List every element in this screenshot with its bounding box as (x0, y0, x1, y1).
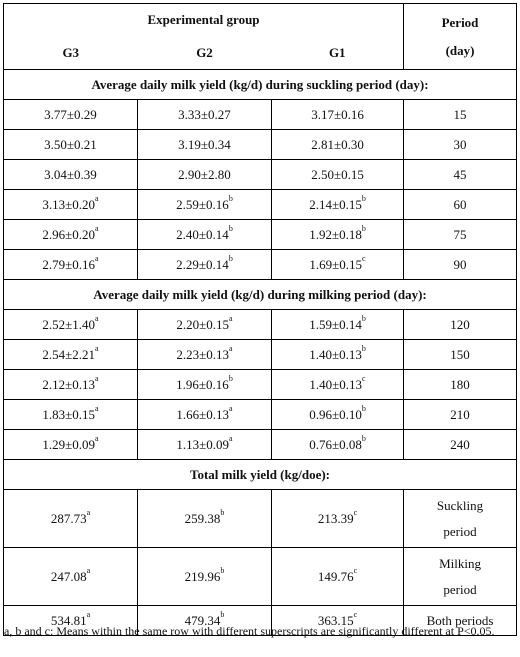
g1-cell-value: 0.96±0.10 (309, 406, 362, 422)
g1-cell (272, 490, 404, 548)
g1-cell (272, 400, 404, 430)
g1-cell-superscript: b (361, 313, 366, 323)
table-row (4, 310, 517, 340)
period-cell: 75 (404, 220, 517, 250)
g3-cell-superscript: a (86, 565, 91, 575)
g2-cell-superscript: a (229, 313, 233, 323)
g1-cell-superscript: b (361, 193, 366, 203)
g3-cell-superscript: a (95, 253, 99, 263)
g1-cell-superscript: b (361, 343, 366, 353)
g2-cell-superscript: b (220, 507, 225, 517)
g3-cell-value: 1.83±0.15 (42, 406, 96, 422)
period-cell: 180 (404, 370, 517, 400)
g2-cell-value: 2.40±0.14 (176, 226, 229, 242)
g1-cell (272, 190, 404, 220)
g1-cell-superscript: c (353, 565, 358, 575)
period-label-line1: Suckling (436, 497, 484, 513)
table-row (4, 430, 517, 460)
period-header (404, 4, 517, 70)
g2-cell-value: 219.96 (184, 568, 221, 584)
g1-cell (272, 430, 404, 460)
g1-cell-superscript: b (361, 223, 366, 233)
g3-cell-superscript: a (95, 193, 99, 203)
g1-cell-superscript: b (361, 433, 366, 443)
g3-header: G3 (4, 37, 138, 70)
g2-cell-value: 3.19±0.34 (178, 136, 231, 152)
g2-cell-value: 1.13±0.09 (176, 436, 230, 452)
g1-cell-value: 2.14±0.15 (309, 196, 362, 212)
g3-cell-value: 3.77±0.29 (44, 106, 97, 122)
g1-cell-value: 363.15 (317, 612, 354, 628)
g3-cell (4, 548, 138, 606)
period-label-line1: Milking (439, 555, 481, 571)
g3-cell-value: 2.79±0.16 (42, 256, 96, 272)
g2-cell-value: 1.66±0.13 (176, 406, 230, 422)
g2-cell (138, 340, 272, 370)
period-cell: 210 (404, 400, 517, 430)
g2-cell (138, 100, 272, 130)
g2-cell-superscript: b (228, 373, 233, 383)
period-cell: 45 (404, 160, 517, 190)
g3-cell-value: 2.52±1.40 (42, 316, 96, 332)
section-title: Average daily milk yield (kg/d) during suckling period (day): (4, 70, 517, 100)
period-cell: 120 (404, 310, 517, 340)
g3-cell-value: 3.04±0.39 (44, 166, 97, 182)
g3-cell (4, 100, 138, 130)
period-cell: 240 (404, 430, 517, 460)
g2-cell-value: 2.23±0.13 (176, 346, 230, 362)
g1-cell-value: 3.17±0.16 (311, 106, 364, 122)
g1-cell-value: 149.76 (317, 568, 354, 584)
g3-cell-value: 1.29±0.09 (42, 436, 96, 452)
g3-cell-superscript: a (95, 343, 99, 353)
g1-cell-superscript: b (361, 403, 366, 413)
g3-cell-value: 2.96±0.20 (42, 226, 96, 242)
period-label-line2: period (443, 523, 477, 539)
g1-cell-superscript: c (353, 507, 358, 517)
g2-cell (138, 310, 272, 340)
table-row (4, 340, 517, 370)
g1-cell-value: 1.40±0.13 (309, 346, 362, 362)
period-label-line2: period (443, 581, 477, 597)
g2-cell-superscript: b (228, 223, 233, 233)
g3-cell (4, 250, 138, 280)
table-row (4, 250, 517, 280)
g3-cell-value: 287.73 (50, 510, 87, 526)
g2-cell-superscript: a (229, 343, 233, 353)
period-header-unit: (day) (445, 42, 475, 58)
milk-yield-table (3, 3, 517, 636)
g3-cell-value: 3.50±0.21 (44, 136, 97, 152)
period-header-label: Period (441, 14, 479, 30)
g2-cell (138, 160, 272, 190)
table-row (4, 190, 517, 220)
g3-cell-superscript: a (86, 507, 91, 517)
g2-cell-value: 1.96±0.16 (176, 376, 229, 392)
g1-cell-superscript: c (353, 609, 358, 619)
g3-cell (4, 400, 138, 430)
g2-cell (138, 370, 272, 400)
g3-cell (4, 160, 138, 190)
g3-cell (4, 220, 138, 250)
g3-cell-value: 534.81 (50, 612, 87, 628)
g2-cell (138, 490, 272, 548)
g2-cell-superscript: b (228, 253, 233, 263)
period-cell (404, 490, 517, 548)
g2-cell-superscript: a (229, 433, 233, 443)
g2-cell-value: 2.90±2.80 (178, 166, 231, 182)
g1-header: G1 (272, 37, 404, 70)
g2-cell-value: 3.33±0.27 (178, 106, 231, 122)
g2-cell-value: 2.29±0.14 (176, 256, 229, 272)
g2-cell (138, 130, 272, 160)
g2-cell (138, 190, 272, 220)
g1-cell (272, 100, 404, 130)
g3-cell (4, 370, 138, 400)
g3-cell (4, 190, 138, 220)
g1-cell-value: 1.59±0.14 (309, 316, 362, 332)
g3-cell-value: 247.08 (50, 568, 87, 584)
g3-cell (4, 130, 138, 160)
g3-cell-superscript: a (95, 403, 99, 413)
g1-cell-value: 1.92±0.18 (309, 226, 362, 242)
g1-cell (272, 250, 404, 280)
g2-cell-superscript: b (220, 565, 225, 575)
g2-cell (138, 430, 272, 460)
g3-cell-superscript: a (86, 609, 91, 619)
table-row (4, 370, 517, 400)
period-cell: 60 (404, 190, 517, 220)
g3-cell-value: 2.54±2.21 (42, 346, 96, 362)
g1-cell (272, 220, 404, 250)
period-label-line1: Both periods (426, 612, 494, 628)
period-cell: 15 (404, 100, 517, 130)
g3-cell (4, 340, 138, 370)
g1-cell (272, 548, 404, 606)
g1-cell (272, 130, 404, 160)
g2-cell-superscript: b (228, 193, 233, 203)
g3-cell-superscript: a (95, 373, 99, 383)
g1-cell-value: 1.40±0.13 (309, 376, 363, 392)
g2-cell (138, 400, 272, 430)
g2-header: G2 (138, 37, 272, 70)
g1-cell-value: 2.81±0.30 (311, 136, 364, 152)
g3-cell (4, 490, 138, 548)
g3-cell (4, 310, 138, 340)
g2-cell-value: 479.34 (184, 612, 221, 628)
period-cell (404, 548, 517, 606)
footnote: a, b and c: Means within the same row with different superscripts are significantly different at P<0.05. (4, 624, 495, 638)
period-cell: 30 (404, 130, 517, 160)
g1-cell (272, 370, 404, 400)
g2-cell-superscript: a (229, 403, 233, 413)
period-cell: 150 (404, 340, 517, 370)
experimental-group-header: Experimental group (4, 4, 404, 37)
g1-cell-value: 213.39 (317, 510, 354, 526)
g1-cell-value: 1.69±0.15 (309, 256, 363, 272)
g1-cell (272, 160, 404, 190)
table-row (4, 400, 517, 430)
g1-cell-superscript: c (362, 253, 366, 263)
g2-cell-value: 2.59±0.16 (176, 196, 229, 212)
g3-cell-superscript: a (95, 223, 99, 233)
g3-cell-value: 2.12±0.13 (42, 376, 96, 392)
table-row (4, 220, 517, 250)
table-row (4, 130, 517, 160)
g1-cell (272, 310, 404, 340)
total-section-title: Total milk yield (kg/doe): (4, 460, 517, 490)
g3-cell (4, 430, 138, 460)
table-row (4, 160, 517, 190)
g2-cell (138, 220, 272, 250)
g2-cell-value: 259.38 (184, 510, 221, 526)
g1-cell-value: 0.76±0.08 (309, 436, 362, 452)
g2-cell (138, 548, 272, 606)
g3-cell-superscript: a (95, 313, 99, 323)
g2-cell-superscript: b (220, 609, 225, 619)
g2-cell-value: 2.20±0.15 (176, 316, 230, 332)
g1-cell (272, 340, 404, 370)
total-row (4, 490, 517, 548)
total-row (4, 548, 517, 606)
section-title: Average daily milk yield (kg/d) during milking period (day): (4, 280, 517, 310)
g3-cell-superscript: a (95, 433, 99, 443)
g3-cell-value: 3.13±0.20 (42, 196, 96, 212)
g1-cell-superscript: c (362, 373, 366, 383)
g2-cell (138, 250, 272, 280)
period-cell: 90 (404, 250, 517, 280)
g1-cell-value: 2.50±0.15 (311, 166, 364, 182)
table-row (4, 100, 517, 130)
